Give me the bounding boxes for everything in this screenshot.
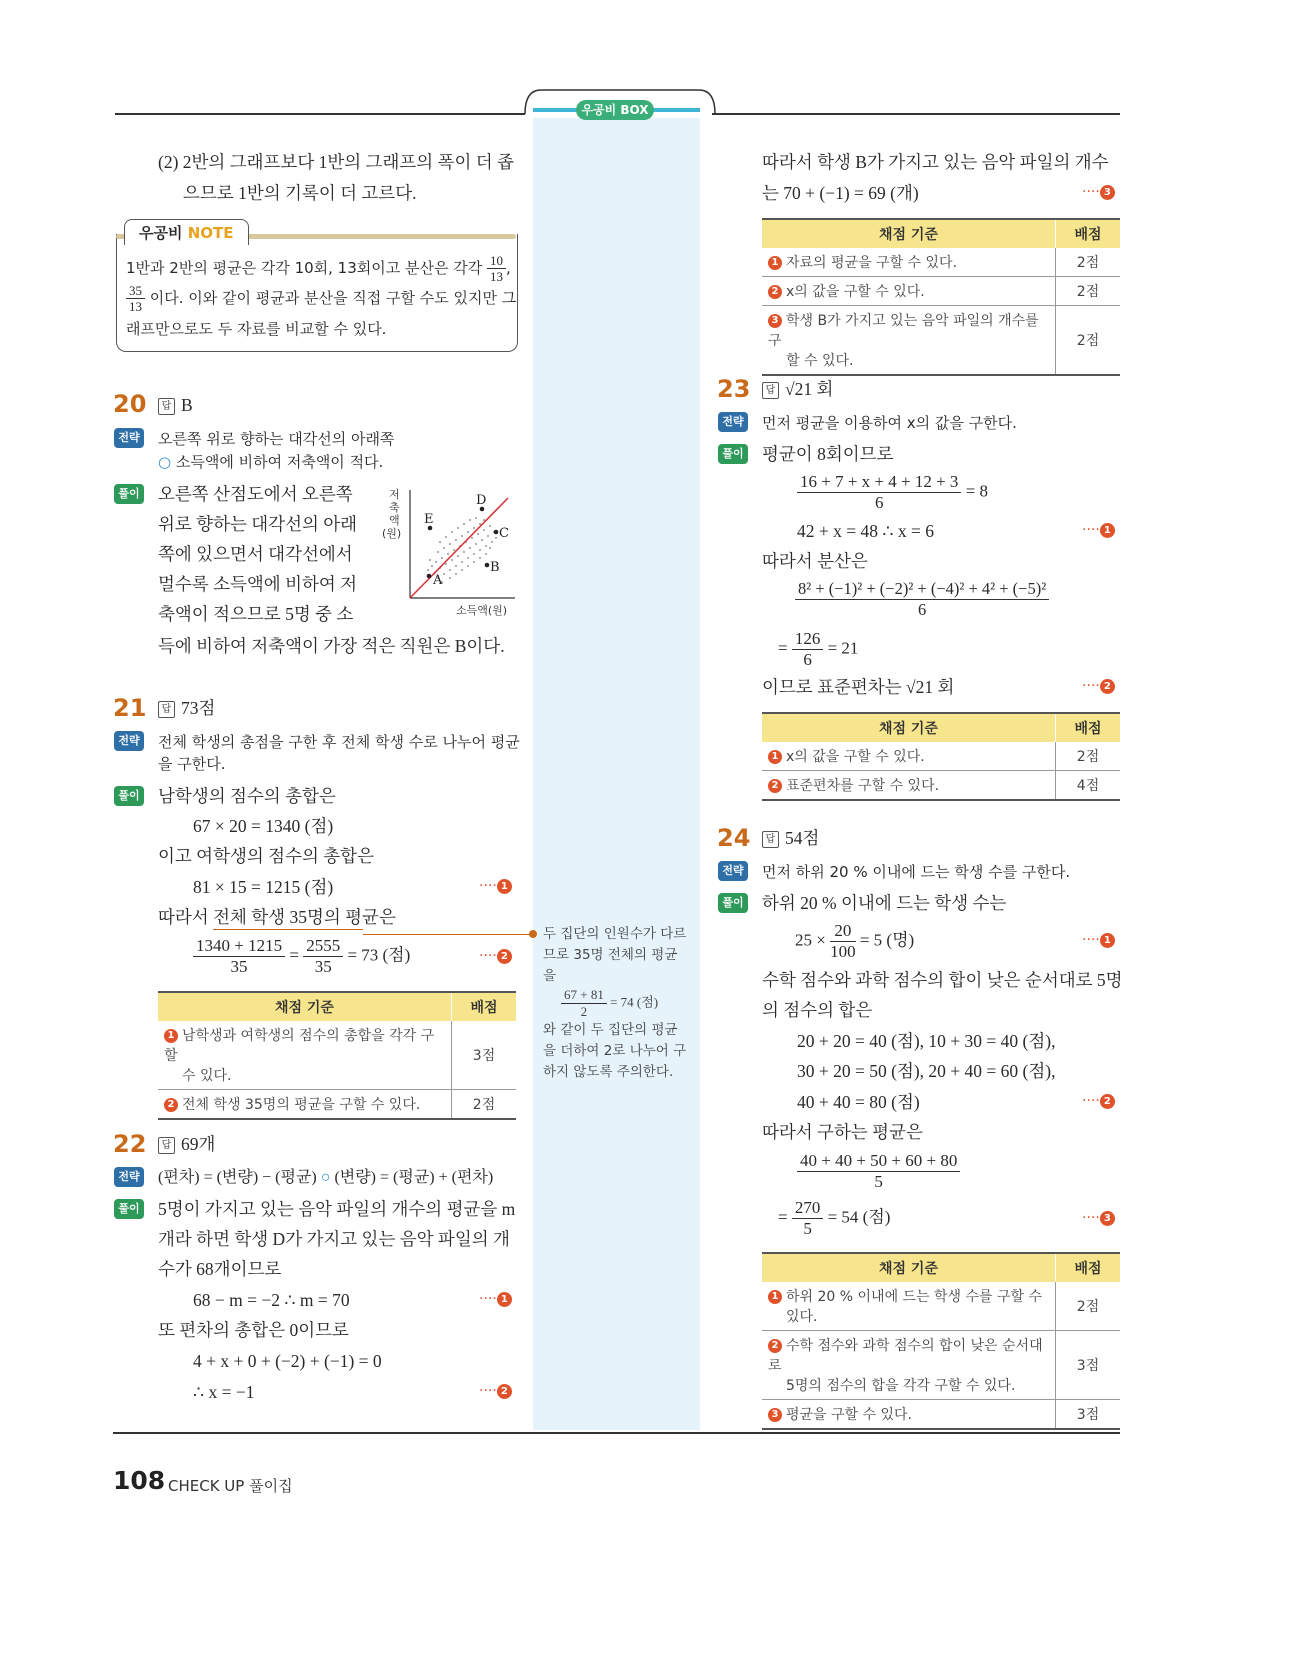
table-row: 3 평균을 구할 수 있다. 3점 bbox=[762, 1400, 1120, 1430]
table-row: 1 남학생과 여학생의 점수의 총합을 각각 구할 수 있다. 3점 bbox=[158, 1021, 516, 1090]
grade-header-points: 배점 bbox=[1056, 1253, 1121, 1282]
q22-strategy: (편차) = (변량) − (평균) ○ (변량) = (평균) + (편차) bbox=[158, 1169, 494, 1186]
strategy-badge: 전략 bbox=[114, 731, 144, 751]
footer-title: CHECK UP 풀이집 bbox=[168, 1477, 293, 1495]
q21-answer: 답 73점 bbox=[158, 692, 215, 724]
step-marker-2: ···· 2 bbox=[479, 1383, 512, 1399]
side-column bbox=[533, 118, 700, 1430]
q24-answer: 답 54점 bbox=[762, 822, 819, 854]
q24-line-5: 30 + 20 = 50 (점), 20 + 40 = 60 (점), bbox=[797, 1061, 1056, 1081]
q23-fraction-b: $\frac{\text{8² + (−1)² + (−2)² + (−4)² + 4² + (−5)²}}{6}$ bbox=[795, 579, 1049, 620]
q22-cont-line-1: 따라서 학생 B가 가지고 있는 음악 파일의 개수 bbox=[762, 152, 1109, 172]
solution-badge: 풀이 bbox=[114, 786, 144, 806]
table-row: 1 x의 값을 구할 수 있다. 2점 bbox=[762, 742, 1120, 771]
grade-header-criteria: 채점 기준 bbox=[762, 1253, 1056, 1282]
table-row: 1 자료의 평균을 구할 수 있다. 2점 bbox=[762, 248, 1120, 277]
strategy-badge: 전략 bbox=[718, 412, 748, 432]
arrow-circle-icon: ○ bbox=[320, 1169, 331, 1186]
solution-badge: 풀이 bbox=[718, 444, 748, 464]
q24-line-3: 의 점수의 합은 bbox=[762, 1000, 873, 1020]
q23-line-3: 따라서 분산은 bbox=[762, 551, 868, 571]
q24-line-2: 수학 점수와 과학 점수의 합이 낮은 순서대로 5명 bbox=[762, 970, 1123, 990]
y-label-2: 축 bbox=[389, 501, 400, 514]
q23-fraction-a: $\frac{16 + 7 + x + 4 + 12 + 3}{6}$ = 8 bbox=[797, 472, 988, 513]
note-line-1: 1반과 2반의 평균은 각각 10회, 13회이고 분산은 각각 $\frac{10}{13}$ , bbox=[126, 253, 511, 284]
table-row: 2 표준편차를 구할 수 있다. 4점 bbox=[762, 771, 1120, 801]
q20-sol-5: 축액이 적으므로 5명 중 소 bbox=[158, 604, 354, 624]
q22-line-6: 4 + x + 0 + (−2) + (−1) = 0 bbox=[193, 1351, 382, 1371]
scatter-plot bbox=[380, 482, 520, 620]
q22-line-1: 5명이 가지고 있는 음악 파일의 개수의 평균을 m bbox=[158, 1199, 516, 1219]
answer-icon: 답 bbox=[158, 701, 175, 718]
q24-number: 24 bbox=[717, 824, 751, 852]
y-label-1: 저 bbox=[389, 488, 400, 501]
header-rule-right bbox=[712, 113, 1120, 115]
tip-leader-line bbox=[363, 934, 530, 935]
q23-line-1: 평균이 8회이므로 bbox=[762, 444, 894, 464]
grade-header-criteria: 채점 기준 bbox=[762, 219, 1056, 248]
step-marker-1: ···· 1 bbox=[479, 878, 512, 894]
x-label: 소득액(원) bbox=[456, 604, 508, 617]
q22-number: 22 bbox=[113, 1130, 147, 1158]
q23-number: 23 bbox=[717, 375, 751, 403]
strategy-badge: 전략 bbox=[114, 428, 144, 448]
box-label: 우공비 BOX bbox=[576, 100, 654, 120]
q22-line-2: 개라 하면 학생 D가 가지고 있는 음악 파일의 개 bbox=[158, 1229, 510, 1249]
q21-line-2: 67 × 20 = 1340 (점) bbox=[193, 816, 334, 836]
table-row: 1 하위 20 % 이내에 드는 학생 수를 구할 수 있다. 2점 bbox=[762, 1282, 1120, 1331]
q24-fraction-c: = $\frac{270}{5}$ = 54 (점) bbox=[778, 1198, 891, 1238]
q20-number: 20 bbox=[113, 390, 147, 418]
q20-sol-3: 쪽에 있으면서 대각선에서 bbox=[158, 544, 353, 564]
point-label-b: B bbox=[490, 560, 500, 575]
answer-icon: 답 bbox=[158, 398, 175, 415]
solution-badge: 풀이 bbox=[718, 893, 748, 913]
grade-header-points: 배점 bbox=[452, 992, 517, 1021]
q24-strategy: 먼저 하위 20 % 이내에 드는 학생 수를 구한다. bbox=[762, 863, 1071, 881]
q21-line-1: 남학생의 점수의 총합은 bbox=[158, 786, 336, 806]
q23-strategy: 먼저 평균을 이용하여 x의 값을 구한다. bbox=[762, 414, 1017, 432]
q22-grading-table bbox=[762, 218, 1120, 376]
point-b bbox=[485, 563, 490, 568]
q23-line-4: 이므로 표준편차는 √21 회 bbox=[762, 677, 955, 697]
q20-sol-2: 위로 향하는 대각선의 아래 bbox=[158, 514, 358, 534]
footer-rule bbox=[113, 1432, 1120, 1434]
strategy-badge: 전략 bbox=[114, 1167, 144, 1187]
step-marker-2: ···· 2 bbox=[1082, 678, 1115, 694]
step-marker-2: ···· 2 bbox=[479, 948, 512, 964]
point-a bbox=[427, 574, 432, 579]
q22-line-4: 68 − m = −2 ∴ m = 70 bbox=[193, 1290, 350, 1310]
q22-line-3: 수가 68개이므로 bbox=[158, 1259, 282, 1279]
step-marker-3: ···· 3 bbox=[1082, 1210, 1115, 1226]
note-line-2: $\frac{35}{13}$ 이다. 이와 같이 평균과 분산을 직접 구할 수도 있지만 그 bbox=[126, 283, 516, 314]
q21-line-4: 81 × 15 = 1215 (점) bbox=[193, 877, 334, 897]
q21-line-3: 이고 여학생의 점수의 총합은 bbox=[158, 846, 374, 866]
step-marker-1: ···· 1 bbox=[1082, 522, 1115, 538]
q21-line-5: 따라서 전체 학생 35명의 평균은 bbox=[158, 907, 396, 927]
q20-strategy-2: ○ 소득액에 비하여 저축액이 적다. bbox=[158, 453, 384, 471]
table-row: 3 학생 B가 가지고 있는 음악 파일의 개수를 구 할 수 있다. 2점 bbox=[762, 306, 1120, 376]
q24-line-6: 40 + 40 = 80 (점) bbox=[797, 1092, 920, 1112]
note-line-3: 래프만으로도 두 자료를 비교할 수 있다. bbox=[126, 320, 387, 338]
point-label-a: A bbox=[433, 573, 443, 588]
q24-fraction-b: $\frac{40 + 40 + 50 + 60 + 80}{5}$ bbox=[797, 1151, 960, 1192]
q24-line-7: 따라서 구하는 평균은 bbox=[762, 1122, 923, 1142]
intro-line-1: (2) 2반의 그래프보다 1반의 그래프의 폭이 더 좁 bbox=[158, 152, 514, 172]
q23-fraction-c: = $\frac{126}{6}$ = 21 bbox=[778, 629, 859, 669]
q21-strategy-2: 을 구한다. bbox=[158, 755, 226, 773]
tip-dot bbox=[529, 930, 537, 938]
solution-badge: 풀이 bbox=[114, 484, 144, 504]
grade-header-criteria: 채점 기준 bbox=[762, 713, 1056, 742]
grade-header-points: 배점 bbox=[1056, 219, 1121, 248]
grade-header-criteria: 채점 기준 bbox=[158, 992, 452, 1021]
q21-number: 21 bbox=[113, 694, 147, 722]
solution-badge: 풀이 bbox=[114, 1199, 144, 1219]
grade-header-points: 배점 bbox=[1056, 713, 1121, 742]
header-rule-left bbox=[115, 113, 525, 115]
q21-underline bbox=[213, 929, 363, 930]
point-label-d: D bbox=[476, 493, 487, 508]
q21-grading-table bbox=[158, 991, 516, 1120]
q23-line-2: 42 + x = 48 ∴ x = 6 bbox=[797, 521, 934, 541]
point-label-e: E bbox=[424, 512, 434, 527]
q20-sol-1: 오른쪽 산점도에서 오른쪽 bbox=[158, 484, 353, 504]
q22-line-5: 또 편차의 총합은 0이므로 bbox=[158, 1320, 349, 1340]
point-label-c: C bbox=[499, 526, 509, 541]
step-marker-1: ···· 1 bbox=[1082, 932, 1115, 948]
answer-icon: 답 bbox=[762, 382, 779, 399]
q23-answer: 답 √21 회 bbox=[762, 373, 833, 405]
table-row: 2 x의 값을 구할 수 있다. 2점 bbox=[762, 277, 1120, 306]
q24-line-1: 하위 20 % 이내에 드는 학생 수는 bbox=[762, 893, 1007, 913]
side-tip: 두 집단의 인원수가 다르 므로 35명 전체의 평균 을 $\frac{67 + 81}{2}$ = 74 (점) 와 같이 두 집단의 평균 을 더하여 2로 나누어 구 하지 않도록 주의한다. bbox=[543, 926, 687, 1080]
q22-cont-line-2: 는 70 + (−1) = 69 (개) bbox=[762, 183, 919, 203]
intro-line-2: 으므로 1반의 기록이 더 고르다. bbox=[183, 183, 417, 203]
q24-line-4: 20 + 20 = 40 (점), 10 + 30 = 40 (점), bbox=[797, 1031, 1056, 1051]
table-row: 2 전체 학생 35명의 평균을 구할 수 있다. 2점 bbox=[158, 1090, 516, 1120]
step-marker-3: ···· 3 bbox=[1082, 184, 1115, 200]
q21-strategy-1: 전체 학생의 총점을 구한 후 전체 학생 수로 나누어 평균 bbox=[158, 733, 520, 751]
q20-strategy-1: 오른쪽 위로 향하는 대각선의 아래쪽 bbox=[158, 430, 395, 448]
point-c bbox=[494, 530, 499, 535]
q22-answer: 답 69개 bbox=[158, 1128, 215, 1160]
strategy-badge: 전략 bbox=[718, 861, 748, 881]
q20-answer: 답 B bbox=[158, 389, 193, 421]
table-row: 2 수학 점수와 과학 점수의 합이 낮은 순서대로 5명의 점수의 합을 각각 구할 수 있다. 3점 bbox=[762, 1331, 1120, 1400]
page-number: 108 bbox=[113, 1466, 166, 1495]
answer-icon: 답 bbox=[762, 831, 779, 848]
q23-grading-table bbox=[762, 712, 1120, 801]
step-marker-2: ···· 2 bbox=[1082, 1093, 1115, 1109]
arrow-circle-icon: ○ bbox=[158, 453, 172, 471]
q22-line-7: ∴ x = −1 bbox=[193, 1382, 255, 1402]
q20-sol-4: 멀수록 소득액에 비하여 저 bbox=[158, 574, 358, 594]
y-label-4: (원) bbox=[382, 527, 402, 540]
q24-grading-table bbox=[762, 1252, 1120, 1430]
q21-fraction-line: $\frac{1340 + 1215}{35}$ = $\frac{2555}{35}$ = 73 (점) bbox=[193, 936, 410, 977]
note-title: 우공비 NOTE bbox=[124, 219, 249, 245]
step-marker-1: ···· 1 bbox=[479, 1291, 512, 1307]
q24-fraction-a: 25 × $\frac{20}{100}$ = 5 (명) bbox=[795, 921, 915, 961]
q20-sol-last: 득에 비하여 저축액이 가장 적은 직원은 B이다. bbox=[158, 636, 505, 656]
answer-icon: 답 bbox=[158, 1137, 175, 1154]
y-label-3: 액 bbox=[389, 514, 400, 527]
